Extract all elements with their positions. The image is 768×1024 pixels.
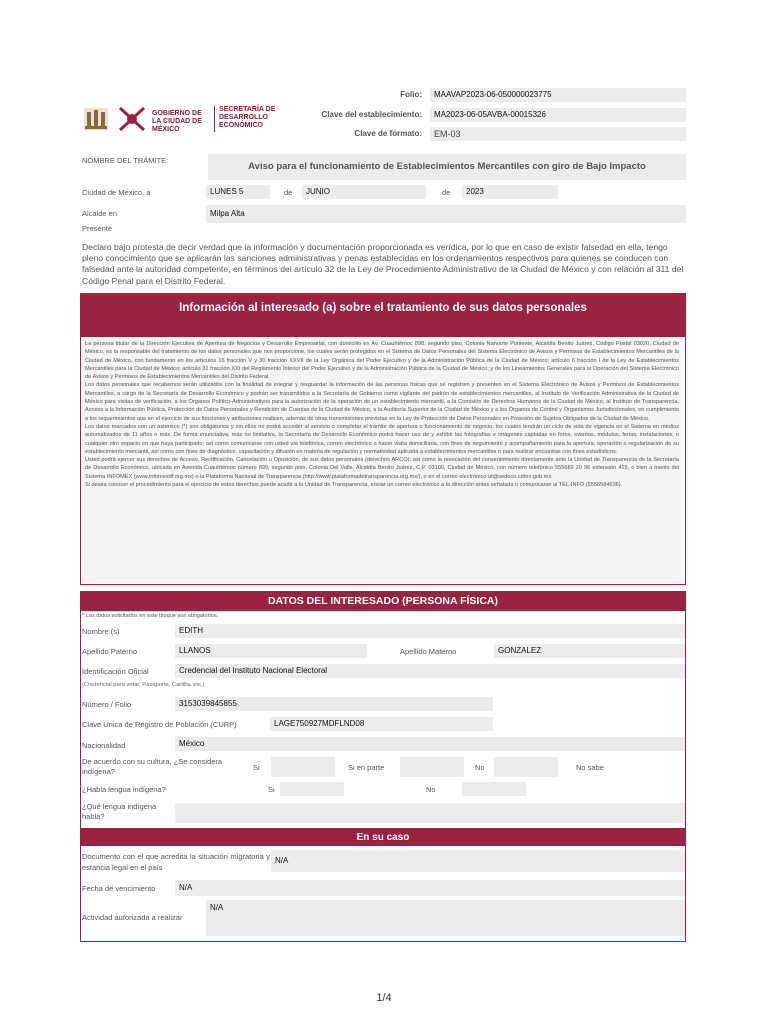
presente-label: Presente: [82, 224, 113, 233]
actividad-label: Actividad autorizada a realizar: [82, 913, 183, 922]
folio-field: MAAVAP2023-06-050000023775: [430, 88, 686, 102]
page-number: 1/4: [376, 992, 392, 1004]
coat-of-arms-icon: [82, 104, 110, 134]
privacy-paragraph: Si desea conocer el procedimiento para el ejercicio de estos derechos puede acudir a la Unidad de Transparencia, enviar un correo electrónico a la dirección antes señalada o comunicarse al TEL-INFO (5556584636).: [85, 482, 623, 489]
nacionalidad-field: México: [175, 737, 685, 751]
indigena-label: De acuerdo con su cultura, ¿Se considera indígena?: [82, 757, 223, 776]
cdmx-emblem-icon: [116, 104, 148, 134]
indigena-no-label: No: [475, 763, 485, 772]
tramite-field: Aviso para el funcionamiento de Establecimientos Mercantiles con giro de Bajo Impacto: [208, 154, 686, 180]
tramite-label: NOMBRE DEL TRÁMITE:: [82, 156, 169, 165]
logo-secretaria-text: SECRETARÍA DE DESARROLLO ECONÓMICO: [219, 106, 276, 129]
alcalde-label: Alcalde en: [82, 209, 118, 218]
vencimiento-field: N/A: [175, 880, 685, 896]
que-lengua-label: ¿Qué lengua indígena habla?: [82, 802, 157, 821]
nombre-field: EDITH: [175, 624, 685, 638]
privacy-paragraph: Usted podrá ejercer sus derechos de Acceso, Rectificación, Cancelación u Oposición, de sus datos personales (derechos ARCO); así como la revocación del consentimiento directamente ante la Unidad de Transparencia de la Secretaría de Desarrollo Económico, ubicada en Avenida Cuauhtémoc número 899, segundo piso, Colonia Del Valle, Alcaldía Benito Juárez, C.P. 03100, Ciudad de México, con número telefónico 555682 20 96 extensión 415, o bien a través del Sistema INFOMEX (www.infomexdf.org.mx) o la Plataforma Nacional de Transparencia (http://www.plataformadetransparencia.org.mx/), o en el correo electrónico ut@sedeco.cdmx.gob.mx.: [85, 457, 679, 480]
apellido-materno-label: Apellido Materno: [400, 647, 457, 656]
apellido-paterno-label: Apellido Paterno: [82, 647, 138, 656]
numero-folio-label: Número / Folio: [82, 700, 132, 709]
logo-govt-text: GOBIERNO DE LA CIUDAD DE MÉXICO: [152, 110, 202, 133]
declaration-text: Declaro bajo protesta de decir verdad que la información y documentación proporcionada es verídica, por lo que en caso de existir falsedad en ella, tengo pleno conocimiento que se aplicarán las sanciones administrativas y penas establecidas en los ordenamientos respectivos para quienes se conducen con falsedad ante la autoridad competente, en términos del artículo 32 de la Ley de Procedimiento Administrativo de la Ciudad de México y con relación al 311 del Código Penal para el Distrito Federal.: [82, 242, 684, 286]
identificacion-field: Credencial del Instituto Nacional Electoral: [175, 664, 685, 678]
privacy-text: [82, 338, 682, 583]
date-label: Ciudad de México, a: [82, 188, 151, 197]
privacy-paragraph: Los datos personales que recabemos serán utilizados con la finalidad de integrar y resguardar la información de las personas físicas que se registren y presenten en el Sistema Electrónico de Avisos y Permisos de Establecimientos Mercantiles, a cargo de la Secretaría de Desarrollo Económico y podrán ser transmitidos a la Secretaría de Gobierno como vigilante del padrón de establecimientos mercantiles, al Instituto de Verificación Administrativa de la Ciudad de México para visitas de verificación, a los Órganos Político-Administrativos para la autorización de la operación de un establecimiento mercantil, a la Comisión de Derechos Humanos de la Ciudad de México, al Instituto de Transparencia, Acceso a la Información Pública, Protección de Datos Personales y Rendición de Cuentas de la Ciudad de México, a la Auditoría Superior de la Ciudad de México y a los Órganos de Control y Organismos Jurisdiccionales, en cumplimiento a los requerimientos que en el ejercicio de sus funciones y atribuciones realicen, además de otras transmisiones previstas en la Ley de Protección de Datos Personales en Posesión de Sujetos Obligados de la Ciudad de México.: [85, 382, 679, 422]
lengua-si-box[interactable]: [280, 782, 344, 796]
format-key-field: EM-03: [430, 127, 686, 141]
date-month-field: JUNIO: [302, 185, 426, 199]
privacy-paragraph: La persona titular de la Dirección Ejecutiva de Apertura de Negocios y Desarrollo Empresarial, con domicilio en Av. Cuauhtémoc 898, segundo piso, Colonia Narvarte Poniente, Alcaldía Benito Juárez, Código Postal 03020, Ciudad de México, es la responsable del tratamiento de los datos personales que nos proporcione, los cuales serán protegidos en el Sistema de Datos Personales del Sistema Electrónico de Avisos y Permisos de Establecimientos Mercantiles de la Ciudad de México, con fundamento en los artículos 16 fracción V y 30 fracción XXVII de la Ley Orgánica del Poder Ejecutivo y de la Administración Pública de la Ciudad de México; artículo 6 fracción I de la Ley de Establecimientos Mercantiles para la Ciudad de México; artículo 31 fracción XXI del Reglamento Interior del Poder Ejecutivo y de la Administración Pública de la Ciudad de México; y de los Lineamientos Generales para la Operación del Sistema Electrónico de Avisos y Permisos de Establecimientos Mercantiles del Distrito Federal.: [85, 341, 679, 381]
privacy-title: Información al interesado (a) sobre el tratamiento de sus datos personales: [80, 293, 686, 337]
indigena-si-box[interactable]: [271, 757, 335, 777]
actividad-field: N/A: [206, 900, 685, 936]
folio-label: Folio:: [400, 90, 422, 99]
date-day-field: LUNES 5: [206, 185, 270, 199]
establishment-key-field: MA2023-06-05AVBA-00015326: [430, 108, 686, 122]
indigena-si-label: Si: [253, 763, 260, 772]
cdmx-logo: [82, 102, 302, 138]
date-year-field: 2023: [462, 185, 558, 199]
lengua-si-label: Si: [268, 785, 275, 794]
numero-folio-field: 3153039845855: [175, 697, 493, 711]
format-key-label: Clave de formato:: [354, 129, 422, 138]
establishment-key-label: Clave del establecimiento:: [321, 110, 422, 119]
documento-field: N/A: [271, 850, 685, 872]
lengua-no-label: No: [426, 785, 436, 794]
logo-divider: [214, 106, 215, 132]
date-de1: de: [284, 188, 293, 197]
curp-label: Clave Única de Registro de Población (CURP): [82, 720, 237, 729]
alcalde-field: Milpa Alta: [206, 205, 686, 223]
vencimiento-label: Fecha de vencimiento: [82, 884, 156, 893]
documento-label: Documento con el que acredita la situación migratoria y estancia legal en el país: [82, 852, 270, 872]
nombre-label: Nombre (s): [82, 627, 120, 636]
apellido-materno-field: GONZALEZ: [494, 644, 685, 658]
indigena-no-box[interactable]: [494, 757, 558, 777]
privacy-paragraph: Los datos marcados con un asterisco (*) son obligatorios y sin ellos no podrá acceder al servicio o completar el trámite de apertura o funcionamiento de negocio, los cuales tendrán un ciclo de vida de vigencia en el Sistema en medios automatizados de 11 años o más. De forma enunciativa, más no limitativa, la Secretaría de Desarrollo Económico podrá hacer uso de y exhibir las fotografías e imágenes captadas en foros, eventos, módulos, ferias, instalaciones, o cualquier otro espacio en que haya participado; así como comunicarse con usted vía telefónica, correo electrónico o hacer visita domiciliaria, con fines de seguimiento y acompañamiento para la apertura, operación o regularización de su establecimiento mercantil, así como con fines de diagnóstico, capacitación y difusión en materia de regulación y normatividad aplicada a establecimientos mercantiles o para realizar encuestas con fines estadísticos.: [85, 423, 679, 455]
identificacion-hint: (Credencial para votar, Pasaporte, Cartilla, etc.): [82, 682, 205, 688]
curp-field: LAGE750927MDFLND08: [270, 717, 493, 731]
indigena-no-sabe-label: No sabe: [576, 763, 604, 772]
lengua-no-box[interactable]: [462, 782, 526, 796]
indigena-en-parte-label: Si en parte: [348, 763, 385, 772]
indigena-en-parte-box[interactable]: [400, 757, 464, 777]
apellido-paterno-field: LLANOS: [175, 644, 367, 658]
required-note: * Los datos solicitados en este bloque son obligatorios.: [82, 613, 219, 619]
en-su-caso-title: En su caso: [80, 829, 686, 846]
lengua-label: ¿Habla lengua indígena?: [82, 785, 166, 794]
date-de2: de: [442, 188, 451, 197]
interesado-title: DATOS DEL INTERESADO (PERSONA FÍSICA): [80, 591, 686, 611]
identificacion-label: Identificación Oficial: [82, 667, 149, 676]
que-lengua-field[interactable]: [175, 803, 685, 823]
nacionalidad-label: Nacionalidad: [82, 741, 126, 750]
